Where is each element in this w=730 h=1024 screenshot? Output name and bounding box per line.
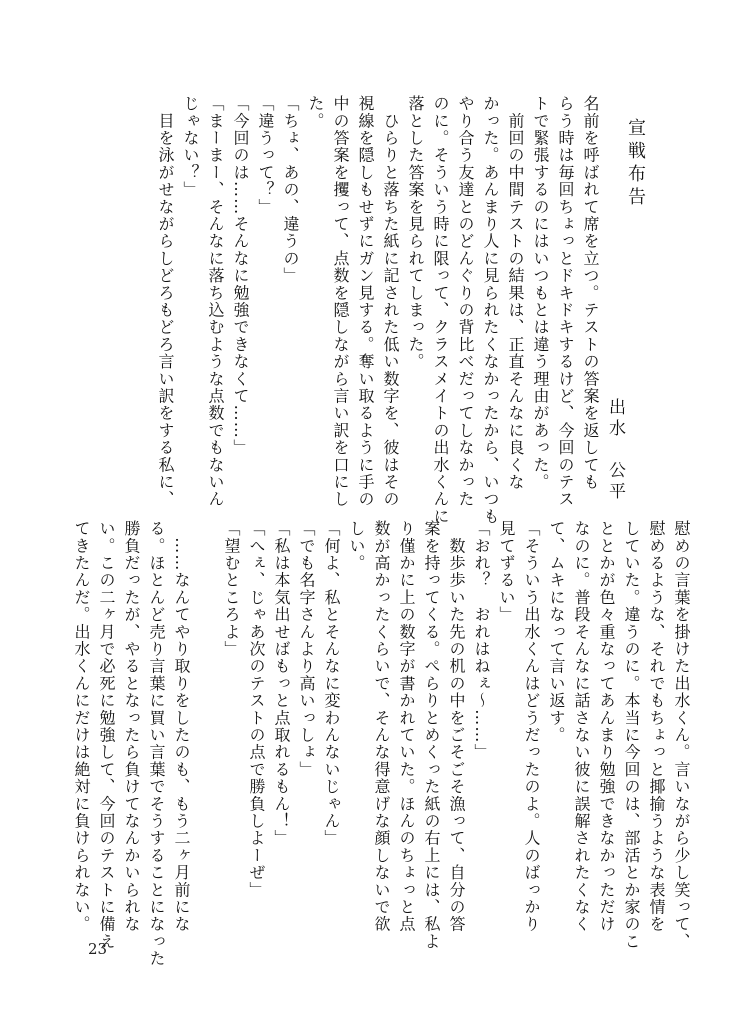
text-line: 名前を呼ばれて席を立つ。テストの答案を返しても — [581, 95, 600, 491]
text-line: ……なんてやり取りをしたのも、もう二ヶ月前にな — [172, 520, 191, 933]
text-line — [194, 520, 219, 967]
story-title: 宣戦布告 — [625, 118, 646, 210]
text-line: り僅かに上の数字が書かれていた。ほんのちょっと点 — [397, 520, 416, 933]
text-line: 「へぇ、じゃあ次のテストの点で勝負しよーぜ」 — [247, 520, 266, 899]
text-line: い。この二ヶ月で必死に勉強して、今回のテストに備え — [97, 520, 116, 950]
text-line: 「何よ、私とそんなに変わんないじゃん」 — [322, 520, 341, 847]
text-line: 「今回のは……そんなに勉強できなくて……」 — [231, 95, 250, 457]
text-line: 数が高かったくらいで、そんな得意げな顔しないで欲 — [372, 520, 391, 933]
text-line: 「まーまー、そんなに落ち込むような点数でもないん — [206, 95, 225, 508]
text-line: ととかが色々重なってあんまり勉強できなかっただけ — [597, 520, 616, 933]
text-line: る。ほとんど売り言葉に買い言葉でそうすることになった — [147, 520, 166, 968]
text-line: 慰めの言葉を掛けた出水くん。言いながら少し笑って、 — [672, 520, 691, 950]
text-line: 「でも名字さんより高いっしょ」 — [297, 520, 316, 778]
text-block-bottom — [69, 520, 694, 967]
text-line: じゃない？」 — [181, 95, 200, 199]
text-line: て、ムキになって言い返す。 — [547, 520, 566, 744]
text-line: てきたんだ。出水くんにだけは絶対に負けられない。 — [72, 520, 91, 933]
text-line: 案を持ってくる。ぺらりとめくった紙の右上には、私よ — [422, 520, 441, 950]
text-line: トで緊張するのにはいつもとは違う理由があった。 — [531, 95, 550, 491]
author-name: 出水 公平 — [605, 398, 625, 503]
text-line: 前回の中間テストの結果は、正直そんなに良くな — [506, 95, 525, 491]
text-block-top — [153, 95, 603, 525]
text-line: 数歩歩いた先の机の中をごそごそ漁って、自分の答 — [447, 520, 466, 933]
text-line: 「私は本気出せばもっと点取れるもん！」 — [272, 520, 291, 847]
text-line: かった。あんまり人に見られたくなかったから、いつも — [481, 95, 500, 525]
text-line: なのに。普段そんなに話さない彼に誤解されたくなく — [572, 520, 591, 933]
text-line: 「望むところよ」 — [222, 520, 241, 658]
text-line: 慰めるような、それでもちょっと揶揄うような表情を — [647, 520, 666, 933]
text-line: ひらりと落ちた紙に記された低い数字を、彼はその — [381, 95, 400, 508]
text-line: 視線を隠しもせずにガン見する。奪い取るように手の — [356, 95, 375, 508]
text-line: 「ちょ、あの、違うの」 — [281, 95, 300, 285]
text-line: やり合う友達とのどんぐりの背比べだってしなかった — [456, 95, 475, 508]
text-line: 見てずるい」 — [497, 520, 516, 624]
text-line: 目を泳がせながらしどろもどろ言い訳をする私に、 — [156, 95, 175, 508]
text-line: 「おれ？ おれはねぇ〜……」 — [472, 520, 491, 761]
text-line: らう時は毎回ちょっとドキドキするけど、今回のテス — [556, 95, 575, 508]
text-line: 「そういう出水くんはどうだったのよ。人のばっかり — [522, 520, 541, 933]
text-line: 「違うって？」 — [256, 95, 275, 216]
text-line: 勝負だったが、やるとなったら負けてなんかいられな — [122, 520, 141, 933]
text-line: のに。そういう時に限って、クラスメイトの出水くんに — [431, 95, 450, 525]
text-line: していた。違うのに。本当に今回のは、部活とか家のこ — [622, 520, 641, 950]
text-line: 中の答案を攫って、点数を隠しながら言い訳を口にし — [331, 95, 350, 508]
page-number: 23 — [88, 940, 108, 958]
text-line: しい。 — [347, 520, 366, 572]
text-line: た。 — [306, 95, 325, 130]
text-line: 落とした答案を見られてしまった。 — [406, 95, 425, 371]
